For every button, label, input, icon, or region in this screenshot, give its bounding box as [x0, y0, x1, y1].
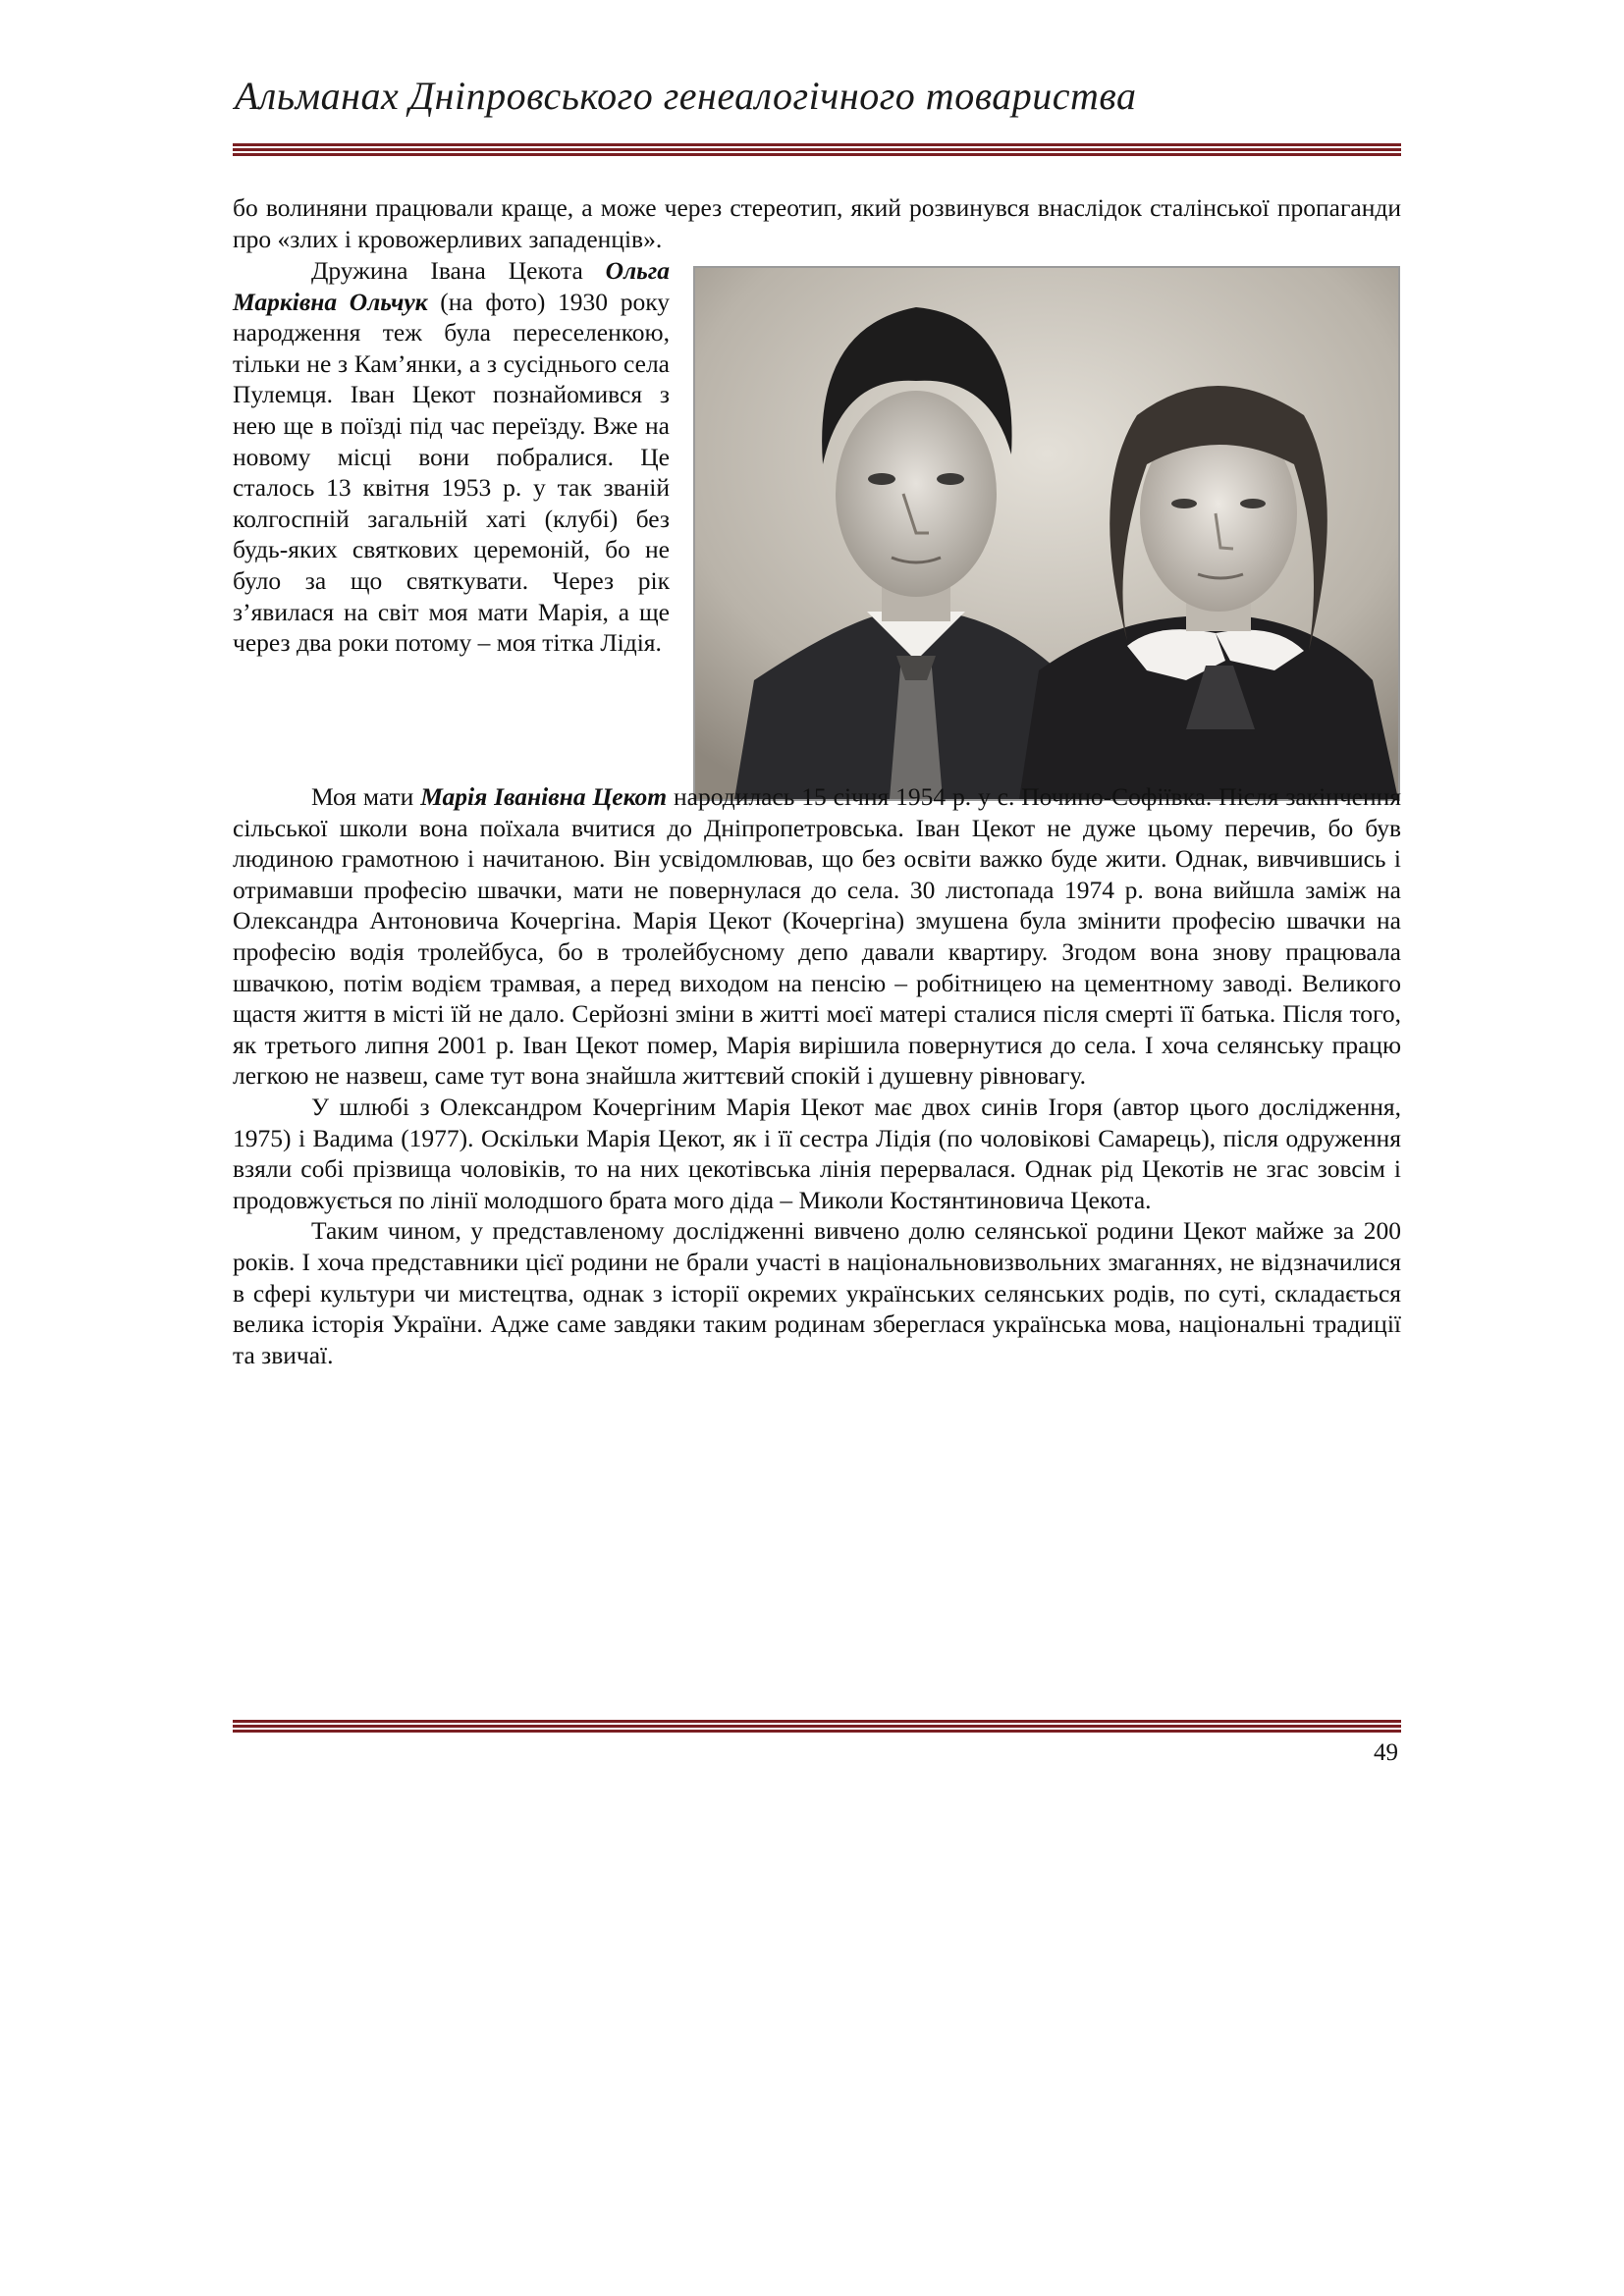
- couple-portrait-image: [695, 268, 1398, 799]
- almanac-title: Альманах Дніпровського генеалогічного товариства: [235, 74, 1137, 118]
- paragraph-continuation: бо волиняни працювали краще, а може через стереотип, який розвинувся внаслідок сталінської пропаганди про «злих і кровожерливих западенців».: [233, 193, 1401, 253]
- text-main: [233, 781, 1401, 1370]
- text-top: [233, 192, 1401, 254]
- paragraph-olha: [233, 255, 670, 659]
- paragraph-mariia-intro: Моя мати: [311, 782, 421, 811]
- page-number: 49: [1374, 1739, 1398, 1766]
- text-beside-photo: [233, 255, 670, 659]
- running-header: [233, 69, 1401, 124]
- paragraph-mariia-text: народилась 15 січня 1954 р. у с. Почино-Софіївка. Після закінчення сільської школи вона поїхала вчитися до Дніпропетровська. Іван Цекот не дуже цьому перечив, бо був людиною грамотною і начитаною. Він усвідомлював, що без освіти важко буде жити. Однак, вивчившись і отримавши професію швачки, мати не повернулася до села. 30 листопада 1974 р. вона вийшла заміж на Олександра Антоновича Кочергіна. Марія Цекот (Кочергіна) змушена була змінити професію швачки на професію водія тролейбуса, бо в тролейбусному депо давали квартиру. Згодом вона знову працювала швачкою, потім водієм трамвая, а перед виходом на пенсію – робітницею на цементному заводі. Великого щастя життя в місті їй не дало. Серйозні зміни в житті моєї матері сталися після смерті її батька. Після того, як третього липня 2001 р. Іван Цекот помер, Марія вирішила повернутися до села. І хоча селянську працю легкою не назвеш, саме тут вона знайшла життєвий спокій і душевну рівновагу.: [233, 782, 1401, 1091]
- paragraph-conclusion: Таким чином, у представленому дослідженні вивчено долю селянської родини Цекот майже за 200 років. І хоча представники цієї родини не брали участі в національновизвольних змаганнях, не відзначилися в сфері культури чи мистецтва, однак з історії окремих українських селянських родів, по суті, складається велика історія України. Адже саме завдяки таким родинам збереглася українська мова, національні традиції та звичаї.: [233, 1216, 1401, 1369]
- couple-photo: [693, 266, 1400, 801]
- paragraph-sons: У шлюбі з Олександром Кочергіним Марія Цекот має двох синів Ігоря (автор цього дослідження, 1975) і Вадима (1977). Оскільки Марія Цекот, як і її сестра Лідія (по чоловікові Самарець), після одруження взяли собі прізвища чоловіків, то на них цекотівська лінія перервалася. Однак рід Цекотів не згас зовсім і продовжується по лінії молодшого брата мого діда – Миколи Костянтиновича Цекота.: [233, 1092, 1401, 1214]
- paragraph-mariia: [233, 781, 1401, 1092]
- name-olha: Ольга Марківна Ольчук: [233, 256, 670, 316]
- name-mariia: Марія Іванівна Цекот: [420, 782, 668, 811]
- header-rule: [233, 143, 1401, 156]
- paragraph-olha-text: (на фото) 1930 року народження теж була переселенкою, тільки не з Кам’янки, а з сусіднього села Пулемця. Іван Цекот познайомився з нею ще в поїзді під час переїзду. Вже на новому місці вони побралися. Це сталось 13 квітня 1953 р. у так званій колгоспній загальній хаті (клубі) без будь-яких святкових церемоній, бо не було за що святкувати. Через рік з’явилася на світ моя мати Марія, а ще через два роки потому – моя тітка Лідія.: [233, 287, 670, 658]
- paragraph-olha-intro: Дружина Івана Цекота: [311, 256, 606, 285]
- footer-rule: [233, 1720, 1401, 1733]
